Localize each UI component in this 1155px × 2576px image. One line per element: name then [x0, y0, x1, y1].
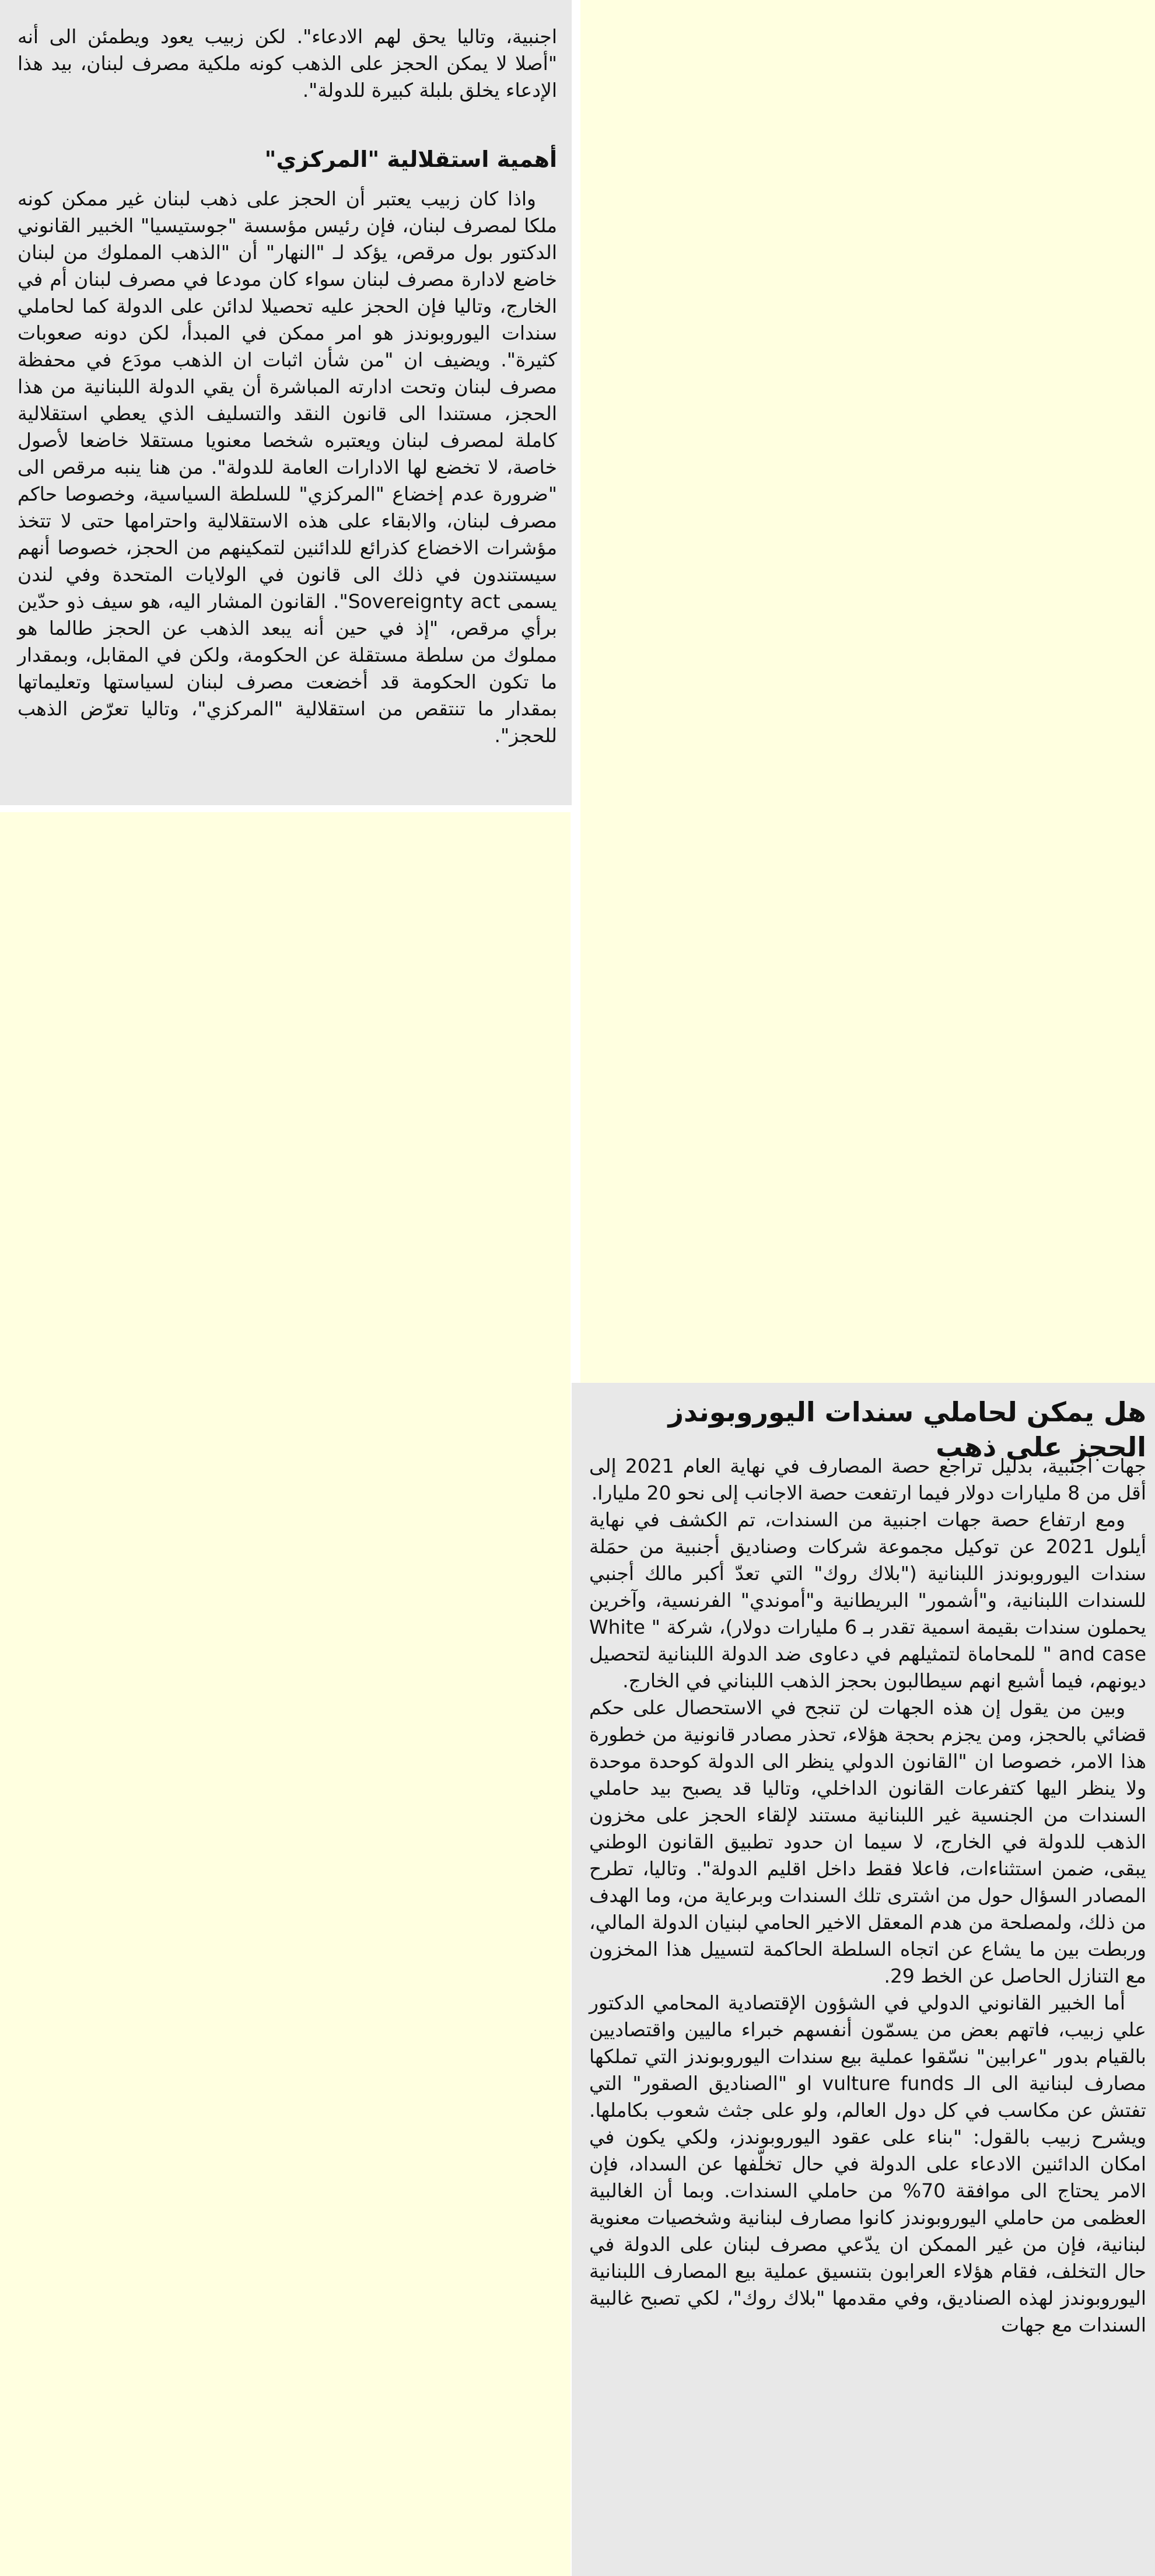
article-paragraph-1: جهات أجنبية، بدليل تراجع حصة المصارف في نهاية العام 2021 إلى أقل من 8 مليارات دولار فيما ارتفعت حصة الاجانب إلى نحو 20 مليارا.	[589, 1455, 1146, 1504]
left-column-bottom-panel	[0, 812, 570, 2576]
article-title: هل يمكن لحاملي سندات اليوروبوندز الحجز على ذهب	[668, 1396, 1146, 1463]
article-paragraph-4: أما الخبير القانوني الدولي في الشؤون الإقتصادية المحامي الدكتور علي زبيب، فاتهم بعض من يسمّون أنفسهم خبراء ماليين واقتصاديين بالقيام بدور "عرابين" نسّقوا عملية بيع سندات اليوروبوندز التي تملكها مصارف لبنانية الى الـ vulture funds او "الصناديق الصقور" التي تفتش عن مكاسب في كل دول العالم، ولو على جثث شعوب بكاملها. ويشرح زبيب بالقول: "بناء على عقود اليوروبوندز، ولكي يكون في امكان الدائنين الادعاء على الدولة في حال تخلّفها عن السداد، فإن الامر يحتاج الى موافقة 70% من حاملي السندات. وبما أن الغالبية العظمى من حاملي اليوروبوندز كانوا مصارف لبنانية وشخصيات معنوية لبنانية، فإن من غير الممكن ان يدّعي مصرف لبنان على الدولة في حال التخلف، فقام هؤلاء العرابون بتنسيق عملية بيع المصارف اللبنانية اليوروبوندز لهذه الصناديق، وفي مقدمها "بلاك روك"، لكي تصبح غالبية السندات مع جهات	[589, 1991, 1146, 2336]
body-text: واذا كان زبيب يعتبر أن الحجز على ذهب لبنان غير ممكن كونه ملكا لمصرف لبنان، فإن رئيس مؤسسة "جوستيسيا" الخبير القانوني الدكتور بول مرقص، يؤكد لـ "النهار" أن "الذهب المملوك من لبنان خاضع لادارة مصرف لبنان سواء كان مودعا في مصرف لبنان أم في الخارج، وتاليا فإن الحجز عليه تحصيلا لدائن على الدولة كما لحاملي سندات اليوروبوندز هو امر ممكن في المبدأ، لكن دونه صعوبات كثيرة". ويضيف ان "من شأن اثبات ان الذهب مودَع في محفظة مصرف لبنان وتحت ادارته المباشرة أن يقي الدولة اللبنانية من هذا الحجز، مستندا الى قانون النقد والتسليف الذي يعطي استقلالية كاملة لمصرف لبنان ويعتبره شخصا معنويا مستقلا خاضعا لأصول خاصة، لا تخضع لها الادارات العامة للدولة". من هنا ينبه مرقص الى "ضرورة عدم إخضاع "المركزي" للسلطة السياسية، وخصوصا حاكم مصرف لبنان، والابقاء على هذه الاستقلالية واحترامها حتى لا تتخذ مؤشرات الاخضاع كذرائع للدائنين لتمكينهم من الحجز، خصوصا أنهم سيستندون في ذلك الى قانون في الولايات المتحدة وفي لندن يسمى Sovereignty act". القانون المشار اليه، هو سيف ذو حدّين برأي مرقص، "إذ في حين أنه يبعد الذهب عن الحجز طالما هو مملوك من سلطة مستقلة عن الحكومة، ولكن في المقابل، وبمقدار ما تكون الحكومة قد أخضعت مصرف لبنان لسياستها وتعليماتها بمقدار ما تنتقص من استقلالية "المركزي"، وتاليا تعرّض الذهب للحجز".	[18, 187, 557, 747]
intro-text: اجنبية، وتاليا يحق لهم الادعاء". لكن زبيب يعود ويطمئن الى أنه "أصلا لا يمكن الحجز على الذهب كونه ملكية مصرف لبنان، بيد هذا الإدعاء يخلق بلبلة كبيرة للدولة".	[18, 25, 557, 102]
left-intro-paragraph	[18, 23, 557, 104]
right-column-top-panel	[580, 0, 1155, 1383]
right-article-body	[589, 1453, 1146, 2339]
article-paragraph-2: ومع ارتفاع حصة جهات اجنبية من السندات، تم الكشف في نهاية أيلول 2021 عن توكيل مجموعة شركات وصناديق أجنبية من حمَلة سندات اليوروبوندز اللبنانية ("بلاك روك" التي تعدّ أكبر مالك أجنبي للسندات اللبنانية، و"أشمور" البريطانية و"أموندي" الفرنسية، وآخرين يحملون سندات بقيمة اسمية تقدر بـ 6 مليارات دولار)، شركة " White and case " للمحاماة لتمثيلهم في دعاوى ضد الدولة اللبنانية لتحصيل ديونهم، فيما أشيع انهم سيطالبون بحجز الذهب اللبناني في الخارج.	[589, 1508, 1147, 1692]
section-heading-central-bank-independence: أهمية استقلالية "المركزي"	[264, 146, 557, 172]
article-paragraph-3: وبين من يقول إن هذه الجهات لن تنجح في الاستحصال على حكم قضائي بالحجز، ومن يجزم بحجة هؤلاء، تحذر مصادر قانونية من خطورة هذا الامر، خصوصا ان "القانون الدولي ينظر الى الدولة كوحدة موحدة ولا ينظر اليها كتفرعات القانون الداخلي، وتاليا قد يصبح بيد حاملي السندات من الجنسية غير اللبنانية مستند لإلقاء الحجز على مخزون الذهب للدولة في الخارج، لا سيما ان حدود تطبيق القانون الوطني يبقى، ضمن استثناءات، فاعلا فقط داخل اقليم الدولة". وتاليا، تطرح المصادر السؤال حول من اشترى تلك السندات وبرعاية من، وما الهدف من ذلك، ولمصلحة من هدم المعقل الاخير الحامي لبنيان الدولة المالي، وربطت بين ما يشاع عن اتجاه السلطة الحاكمة لتسييل هذا المخزون مع التنازل الحاصل عن الخط 29.	[589, 1696, 1146, 1987]
left-body-paragraph	[18, 186, 557, 749]
